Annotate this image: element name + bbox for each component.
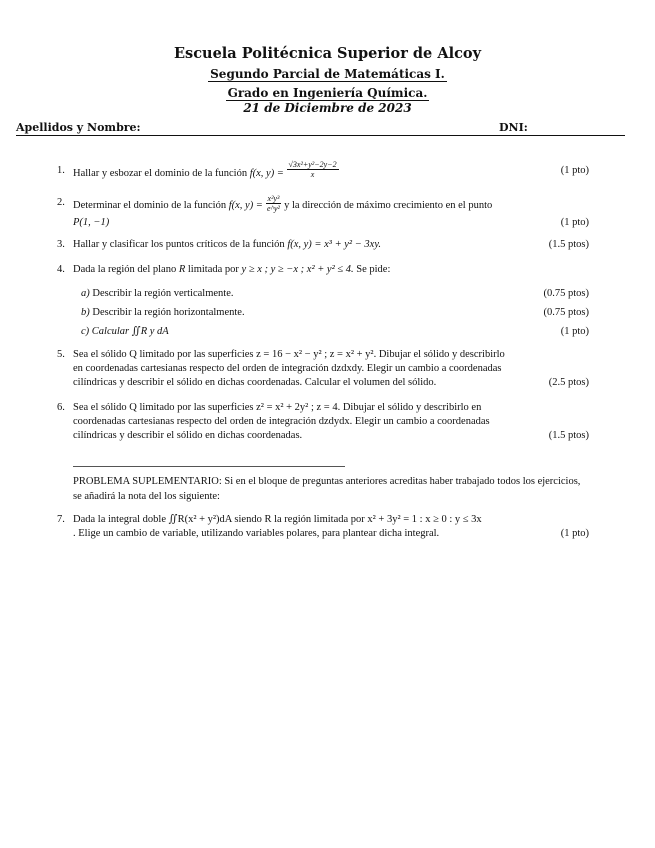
q4-part-a bbox=[81, 287, 589, 301]
question-4 bbox=[57, 263, 589, 279]
question-text-continued: limitada por bbox=[187, 264, 239, 275]
question-line-1: Sea el sólido Q limitado por las superficies z² = x² + 2y² ; z = 4. Dibujar el sólido y describirlo en bbox=[73, 402, 482, 413]
function-expression: f(x, y) = bbox=[249, 167, 284, 179]
student-info-bar bbox=[16, 121, 625, 136]
degree-title: Grado en Ingeniería Química. bbox=[227, 86, 428, 100]
question-text: Dada la región del plano bbox=[73, 264, 177, 275]
question-line-1: Dada la integral doble ∬R(x² + y²)dA siendo R la región limitada por x² + 3y² = 1 : x ≥ 0 : y ≤ 3x bbox=[73, 514, 482, 525]
exam-date: 21 de Diciembre de 2023 bbox=[243, 101, 412, 115]
points: (1 pto) bbox=[560, 165, 589, 176]
question-2 bbox=[57, 194, 589, 228]
points: (1 pto) bbox=[560, 528, 589, 539]
question-text: Hallar y esbozar el dominio de la función bbox=[73, 167, 248, 179]
question-5 bbox=[57, 348, 589, 392]
question-number: 4. bbox=[57, 264, 65, 275]
separator-line bbox=[73, 466, 345, 467]
part-text: Describir la región horizontalmente. bbox=[92, 307, 245, 318]
question-number: 7. bbox=[57, 514, 65, 525]
part-text: Describir la región verticalmente. bbox=[92, 288, 234, 299]
question-line-1: Sea el sólido Q limitado por las superficies z = 16 − x² − y² ; z = x² + y². Dibujar el sólido y describirlo bbox=[73, 349, 505, 360]
part-letter: c) bbox=[81, 326, 90, 337]
q4-part-c bbox=[81, 325, 589, 339]
region-conditions: y ≥ x ; y ≥ −x ; x² + y² ≤ 4. bbox=[241, 264, 354, 275]
q4-part-b bbox=[81, 306, 589, 320]
function-expression: f(x, y) = bbox=[228, 199, 263, 211]
points: (1 pto) bbox=[560, 326, 589, 337]
points: (0.75 ptos) bbox=[543, 288, 589, 299]
fraction bbox=[287, 160, 339, 179]
fraction-numerator: x²y³ bbox=[267, 194, 280, 203]
question-line-2: . Elige un cambio de variable, utilizando variables polares, para plantear dicha integral. bbox=[73, 528, 440, 539]
points: (0.75 ptos) bbox=[543, 307, 589, 318]
question-line-3: cilíndricas y describir el sólido en dichas coordenadas. Calcular el volumen del sólido. bbox=[73, 377, 437, 388]
question-number: 5. bbox=[57, 349, 65, 360]
part-text: Calcular ∬R y dA bbox=[91, 326, 169, 337]
question-text: Hallar y clasificar los puntos críticos de la función bbox=[73, 239, 285, 250]
question-7 bbox=[57, 513, 589, 543]
school-title: Escuela Politécnica Superior de Alcoy bbox=[173, 45, 482, 62]
point-label: P(1, −1) bbox=[73, 217, 110, 228]
question-text-continued: y la dirección de máximo crecimiento en el punto bbox=[284, 199, 493, 211]
question-line-3: cilíndricas y describir el sólido en dichas coordenadas. bbox=[73, 430, 303, 441]
points: (1 pto) bbox=[560, 217, 589, 228]
exam-title: Segundo Parcial de Matemáticas I. bbox=[210, 67, 445, 81]
supplementary-problem bbox=[73, 474, 589, 504]
question-1 bbox=[57, 160, 589, 182]
question-3 bbox=[57, 238, 589, 254]
exam-header bbox=[0, 44, 655, 115]
fraction-denominator: e^y² bbox=[267, 204, 280, 213]
question-number: 2. bbox=[57, 197, 65, 208]
function-expression: f(x, y) = x³ + y² − 3xy. bbox=[287, 239, 382, 250]
fraction-denominator: x bbox=[310, 170, 315, 179]
question-number: 6. bbox=[57, 402, 65, 413]
question-line-2: en coordenadas cartesianas respecto del orden de integración dzdxdy. Elegir un cambio a coordenadas bbox=[73, 363, 502, 374]
dni-label: DNI: bbox=[499, 121, 528, 134]
question-6 bbox=[57, 401, 589, 445]
points: (1.5 ptos) bbox=[548, 430, 589, 441]
fraction bbox=[266, 194, 282, 213]
points: (2.5 ptos) bbox=[548, 377, 589, 388]
region-label: R bbox=[178, 264, 186, 275]
question-number: 1. bbox=[57, 165, 65, 176]
points: (1.5 ptos) bbox=[548, 239, 589, 250]
question-line-2: coordenadas cartesianas respecto del orden de integración dzdydx. Elegir un cambio a coordenadas bbox=[73, 416, 490, 427]
question-text-end: Se pide: bbox=[356, 264, 391, 275]
question-text: Determinar el dominio de la función bbox=[73, 199, 227, 211]
part-letter: b) bbox=[81, 307, 90, 318]
supplementary-text: PROBLEMA SUPLEMENTARIO: Si en el bloque de preguntas anteriores acreditas haber trabajado todos los ejercicios, se añadirá la nota del los siguiente: bbox=[73, 476, 581, 502]
name-label: Apellidos y Nombre: bbox=[16, 121, 141, 134]
part-letter: a) bbox=[81, 288, 90, 299]
question-number: 3. bbox=[57, 239, 65, 250]
fraction-numerator: √3x²+y²−2y−2 bbox=[288, 160, 337, 169]
